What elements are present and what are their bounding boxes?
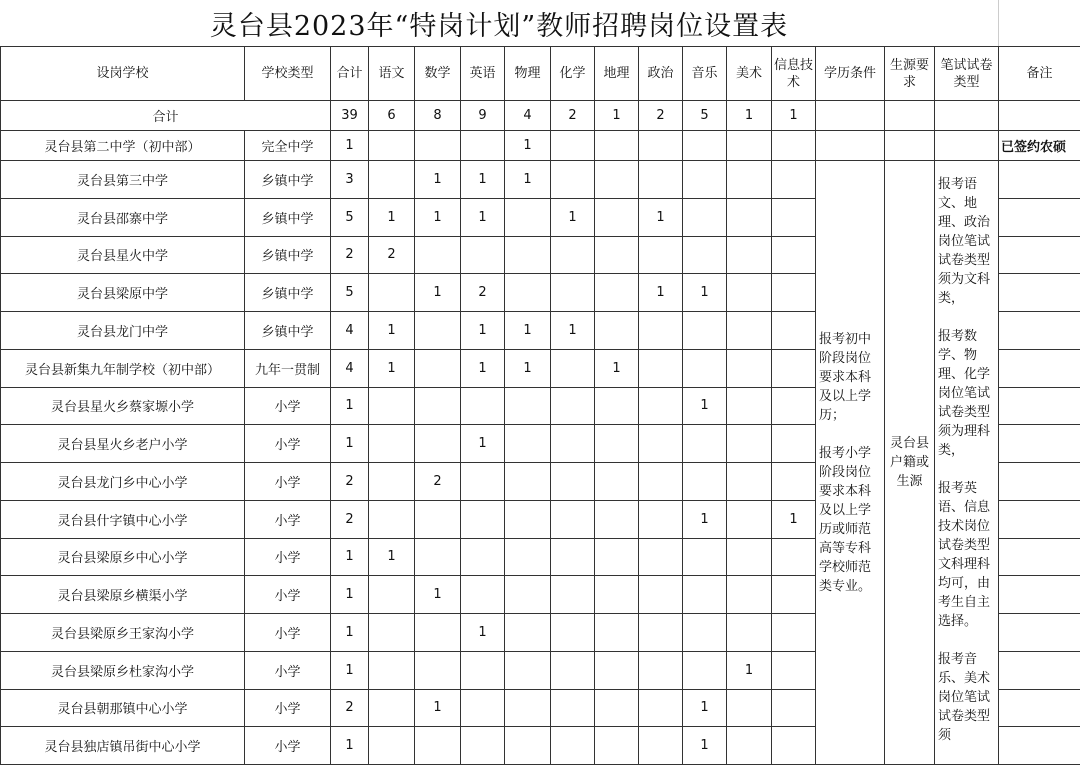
post-count[interactable] [727, 312, 772, 350]
school-type[interactable]: 小学 [245, 727, 331, 765]
post-count[interactable]: 1 [369, 349, 415, 387]
school-name[interactable]: 灵台县梁原中学 [1, 274, 245, 312]
post-count[interactable] [727, 576, 772, 614]
post-count[interactable] [461, 500, 505, 538]
total-label[interactable]: 合计 [1, 101, 331, 131]
post-count[interactable] [727, 274, 772, 312]
total-row [1, 101, 1080, 131]
post-count[interactable] [369, 689, 415, 727]
column-header[interactable]: 地理 [595, 47, 639, 101]
column-header[interactable]: 英语 [461, 47, 505, 101]
post-count[interactable] [369, 161, 415, 199]
post-count[interactable] [369, 614, 415, 652]
post-count[interactable]: 1 [461, 614, 505, 652]
post-count[interactable] [505, 198, 551, 236]
post-count[interactable] [505, 274, 551, 312]
post-count[interactable] [595, 576, 639, 614]
school-name[interactable]: 灵台县第二中学（初中部） [1, 131, 245, 161]
school-type[interactable]: 乡镇中学 [245, 198, 331, 236]
post-count[interactable]: 1 [415, 576, 461, 614]
post-count[interactable] [639, 576, 683, 614]
post-count[interactable] [772, 198, 816, 236]
post-count[interactable] [369, 651, 415, 689]
exam-paragraph: 报考语文、地理、政治岗位笔试试卷类型须为文科类， [938, 175, 996, 308]
remark[interactable] [999, 198, 1080, 236]
post-count[interactable] [727, 727, 772, 765]
post-count[interactable] [369, 463, 415, 501]
school-name[interactable]: 灵台县第三中学 [1, 161, 245, 199]
post-count[interactable] [639, 727, 683, 765]
empty-cell[interactable] [935, 131, 999, 161]
post-count[interactable]: 1 [461, 425, 505, 463]
post-count[interactable]: 1 [505, 349, 551, 387]
post-count[interactable] [683, 131, 727, 161]
post-count[interactable] [415, 349, 461, 387]
post-count[interactable]: 1 [415, 198, 461, 236]
post-count[interactable] [551, 274, 595, 312]
post-count[interactable]: 1 [683, 274, 727, 312]
post-count[interactable] [639, 349, 683, 387]
school-type[interactable]: 小学 [245, 387, 331, 425]
post-count[interactable]: 4 [331, 312, 369, 350]
school-type[interactable]: 乡镇中学 [245, 274, 331, 312]
column-header[interactable]: 美术 [727, 47, 772, 101]
post-count[interactable]: 1 [461, 312, 505, 350]
empty-cell[interactable] [816, 101, 885, 131]
post-count[interactable] [727, 614, 772, 652]
post-count[interactable] [683, 312, 727, 350]
post-count[interactable]: 5 [331, 198, 369, 236]
post-count[interactable] [727, 161, 772, 199]
exam-paragraph: 报考数学、物理、化学岗位笔试试卷类型须为理科类， [938, 327, 996, 460]
post-count[interactable]: 1 [683, 689, 727, 727]
page-title: 灵台县2023年“特岗计划”教师招聘岗位设置表 [0, 4, 998, 43]
post-count[interactable] [369, 576, 415, 614]
post-count[interactable] [683, 538, 727, 576]
remark[interactable] [999, 538, 1080, 576]
post-count[interactable] [461, 131, 505, 161]
post-count[interactable] [772, 161, 816, 199]
post-count[interactable] [551, 727, 595, 765]
post-count[interactable]: 2 [415, 463, 461, 501]
post-count[interactable]: 1 [772, 500, 816, 538]
post-count[interactable] [505, 538, 551, 576]
post-count[interactable] [595, 689, 639, 727]
post-count[interactable] [639, 614, 683, 652]
school-type[interactable]: 小学 [245, 689, 331, 727]
post-count[interactable] [772, 425, 816, 463]
post-count[interactable]: 1 [331, 387, 369, 425]
remark[interactable] [999, 236, 1080, 274]
post-count[interactable] [369, 274, 415, 312]
post-count[interactable] [415, 387, 461, 425]
column-header[interactable]: 语文 [369, 47, 415, 101]
post-count[interactable] [551, 576, 595, 614]
remark[interactable] [999, 312, 1080, 350]
post-count[interactable] [727, 349, 772, 387]
post-count[interactable] [415, 614, 461, 652]
post-count[interactable]: 1 [331, 538, 369, 576]
column-header[interactable]: 备注 [999, 47, 1080, 101]
column-header[interactable]: 笔试试卷类型 [935, 47, 999, 101]
post-count[interactable]: 1 [505, 131, 551, 161]
post-count[interactable] [505, 689, 551, 727]
table-row [1, 131, 1080, 161]
post-count[interactable]: 1 [505, 161, 551, 199]
school-name[interactable]: 灵台县朝那镇中心小学 [1, 689, 245, 727]
empty-cell[interactable] [816, 131, 885, 161]
post-count[interactable] [727, 500, 772, 538]
post-count[interactable] [505, 463, 551, 501]
post-count[interactable]: 2 [461, 274, 505, 312]
post-count[interactable] [505, 500, 551, 538]
post-count[interactable]: 1 [461, 198, 505, 236]
school-type[interactable]: 小学 [245, 576, 331, 614]
column-header[interactable]: 信息技术 [772, 47, 816, 101]
post-count[interactable]: 1 [461, 161, 505, 199]
school-type[interactable]: 乡镇中学 [245, 161, 331, 199]
remark[interactable]: 已签约农硕 [999, 131, 1080, 161]
post-count[interactable] [683, 576, 727, 614]
post-count[interactable] [683, 651, 727, 689]
remark[interactable] [999, 161, 1080, 199]
post-count[interactable] [551, 500, 595, 538]
post-count[interactable]: 2 [369, 236, 415, 274]
remark[interactable] [999, 425, 1080, 463]
education-requirement[interactable] [816, 161, 885, 765]
post-count[interactable]: 4 [331, 349, 369, 387]
post-count[interactable] [683, 425, 727, 463]
post-count[interactable] [461, 576, 505, 614]
post-count[interactable] [595, 425, 639, 463]
post-count[interactable]: 1 [461, 349, 505, 387]
school-type[interactable]: 乡镇中学 [245, 236, 331, 274]
post-count[interactable]: 1 [331, 425, 369, 463]
post-count[interactable] [727, 198, 772, 236]
school-name[interactable]: 灵台县星火中学 [1, 236, 245, 274]
post-count[interactable] [683, 236, 727, 274]
post-count[interactable] [595, 614, 639, 652]
post-count[interactable] [772, 727, 816, 765]
post-count[interactable]: 1 [331, 727, 369, 765]
post-count[interactable] [505, 651, 551, 689]
post-count[interactable] [639, 538, 683, 576]
post-count[interactable]: 1 [415, 274, 461, 312]
post-count[interactable] [551, 349, 595, 387]
column-header[interactable]: 合计 [331, 47, 369, 101]
remark[interactable] [999, 500, 1080, 538]
post-count[interactable] [505, 727, 551, 765]
post-count[interactable] [772, 387, 816, 425]
post-count[interactable] [772, 463, 816, 501]
school-name[interactable]: 灵台县梁原乡中心小学 [1, 538, 245, 576]
total-value[interactable]: 39 [331, 101, 369, 131]
school-type[interactable]: 小学 [245, 425, 331, 463]
header-row [1, 47, 1080, 101]
post-count[interactable]: 1 [551, 312, 595, 350]
column-header[interactable]: 学历条件 [816, 47, 885, 101]
column-header[interactable]: 物理 [505, 47, 551, 101]
total-value[interactable]: 5 [683, 101, 727, 131]
post-count[interactable] [639, 131, 683, 161]
post-count[interactable] [727, 131, 772, 161]
post-count[interactable] [639, 689, 683, 727]
post-count[interactable] [727, 236, 772, 274]
post-count[interactable] [639, 236, 683, 274]
post-count[interactable] [461, 651, 505, 689]
post-count[interactable]: 1 [331, 651, 369, 689]
column-header[interactable]: 设岗学校 [1, 47, 245, 101]
post-count[interactable]: 2 [331, 689, 369, 727]
post-count[interactable] [595, 463, 639, 501]
post-count[interactable] [551, 463, 595, 501]
post-count[interactable] [415, 312, 461, 350]
total-value[interactable]: 6 [369, 101, 415, 131]
post-count[interactable] [461, 387, 505, 425]
post-count[interactable]: 5 [331, 274, 369, 312]
empty-cell[interactable] [999, 101, 1080, 131]
post-count[interactable] [595, 274, 639, 312]
post-count[interactable] [551, 425, 595, 463]
post-count[interactable]: 1 [505, 312, 551, 350]
school-type[interactable]: 完全中学 [245, 131, 331, 161]
post-count[interactable] [639, 651, 683, 689]
post-count[interactable]: 1 [595, 349, 639, 387]
total-value[interactable]: 4 [505, 101, 551, 131]
post-count[interactable] [415, 500, 461, 538]
column-header[interactable]: 生源要求 [885, 47, 935, 101]
post-count[interactable] [683, 349, 727, 387]
post-count[interactable] [639, 425, 683, 463]
post-count[interactable] [639, 312, 683, 350]
post-count[interactable]: 1 [369, 198, 415, 236]
post-count[interactable] [595, 161, 639, 199]
post-count[interactable] [551, 236, 595, 274]
post-count[interactable] [415, 425, 461, 463]
post-count[interactable] [415, 651, 461, 689]
remark[interactable] [999, 576, 1080, 614]
post-count[interactable] [772, 651, 816, 689]
post-count[interactable] [595, 236, 639, 274]
total-value[interactable]: 2 [551, 101, 595, 131]
school-name[interactable]: 灵台县什字镇中心小学 [1, 500, 245, 538]
post-count[interactable] [727, 463, 772, 501]
recruitment-table [0, 46, 1080, 765]
post-count[interactable] [461, 689, 505, 727]
post-count[interactable] [683, 614, 727, 652]
post-count[interactable]: 1 [639, 198, 683, 236]
remark[interactable] [999, 349, 1080, 387]
total-value[interactable]: 2 [639, 101, 683, 131]
school-type[interactable]: 乡镇中学 [245, 312, 331, 350]
post-count[interactable]: 1 [331, 576, 369, 614]
post-count[interactable] [595, 387, 639, 425]
post-count[interactable] [505, 576, 551, 614]
empty-cell[interactable] [885, 101, 935, 131]
remark[interactable] [999, 651, 1080, 689]
school-name[interactable]: 灵台县星火乡蔡家塬小学 [1, 387, 245, 425]
school-type[interactable]: 小学 [245, 500, 331, 538]
post-count[interactable] [595, 131, 639, 161]
school-type[interactable]: 小学 [245, 651, 331, 689]
post-count[interactable] [683, 463, 727, 501]
post-count[interactable]: 1 [683, 387, 727, 425]
empty-cell[interactable] [935, 101, 999, 131]
post-count[interactable] [369, 425, 415, 463]
school-name[interactable]: 灵台县邵寨中学 [1, 198, 245, 236]
source-requirement[interactable]: 灵台县户籍或生源 [885, 161, 935, 765]
total-value[interactable]: 1 [595, 101, 639, 131]
total-value[interactable]: 9 [461, 101, 505, 131]
school-name[interactable]: 灵台县梁原乡横渠小学 [1, 576, 245, 614]
post-count[interactable] [639, 500, 683, 538]
column-header[interactable]: 学校类型 [245, 47, 331, 101]
post-count[interactable]: 2 [331, 463, 369, 501]
post-count[interactable] [505, 614, 551, 652]
post-count[interactable] [551, 387, 595, 425]
school-name[interactable]: 灵台县星火乡老户小学 [1, 425, 245, 463]
post-count[interactable] [772, 538, 816, 576]
post-count[interactable] [772, 236, 816, 274]
post-count[interactable] [772, 274, 816, 312]
total-value[interactable]: 1 [772, 101, 816, 131]
total-value[interactable]: 8 [415, 101, 461, 131]
post-count[interactable] [369, 131, 415, 161]
post-count[interactable] [727, 689, 772, 727]
post-count[interactable] [639, 161, 683, 199]
education-paragraph: 报考初中阶段岗位要求本科及以上学历； [819, 330, 881, 425]
post-count[interactable]: 1 [415, 689, 461, 727]
post-count[interactable]: 1 [683, 727, 727, 765]
empty-cell[interactable] [885, 131, 935, 161]
post-count[interactable] [369, 500, 415, 538]
post-count[interactable] [772, 576, 816, 614]
post-count[interactable] [415, 538, 461, 576]
post-count[interactable] [683, 161, 727, 199]
remark[interactable] [999, 463, 1080, 501]
school-name[interactable]: 灵台县新集九年制学校（初中部） [1, 349, 245, 387]
divider [998, 0, 999, 46]
post-count[interactable] [505, 425, 551, 463]
post-count[interactable] [461, 236, 505, 274]
post-count[interactable] [727, 425, 772, 463]
post-count[interactable]: 1 [683, 500, 727, 538]
school-name[interactable]: 灵台县梁原乡杜家沟小学 [1, 651, 245, 689]
post-count[interactable]: 1 [369, 312, 415, 350]
post-count[interactable]: 1 [551, 198, 595, 236]
table-row [1, 161, 1080, 199]
education-paragraph: 报考小学阶段岗位要求本科及以上学历或师范高等专科学校师范类专业。 [819, 444, 881, 596]
post-count[interactable] [551, 689, 595, 727]
post-count[interactable] [461, 463, 505, 501]
post-count[interactable]: 2 [331, 500, 369, 538]
title-row [0, 0, 1080, 47]
post-count[interactable]: 3 [331, 161, 369, 199]
post-count[interactable] [639, 463, 683, 501]
post-count[interactable] [772, 689, 816, 727]
post-count[interactable]: 2 [331, 236, 369, 274]
remark[interactable] [999, 689, 1080, 727]
post-count[interactable]: 1 [639, 274, 683, 312]
post-count[interactable] [772, 349, 816, 387]
post-count[interactable] [551, 614, 595, 652]
column-header[interactable]: 数学 [415, 47, 461, 101]
remark[interactable] [999, 614, 1080, 652]
post-count[interactable]: 1 [331, 614, 369, 652]
post-count[interactable] [415, 727, 461, 765]
post-count[interactable]: 1 [369, 538, 415, 576]
post-count[interactable] [683, 198, 727, 236]
post-count[interactable] [727, 387, 772, 425]
post-count[interactable] [551, 161, 595, 199]
school-type[interactable]: 九年一贯制 [245, 349, 331, 387]
column-header[interactable]: 政治 [639, 47, 683, 101]
post-count[interactable] [461, 727, 505, 765]
post-count[interactable] [505, 387, 551, 425]
post-count[interactable] [772, 131, 816, 161]
post-count[interactable] [595, 198, 639, 236]
remark[interactable] [999, 274, 1080, 312]
post-count[interactable] [369, 727, 415, 765]
post-count[interactable] [595, 500, 639, 538]
post-count[interactable] [415, 131, 461, 161]
remark[interactable] [999, 387, 1080, 425]
school-name[interactable]: 灵台县龙门乡中心小学 [1, 463, 245, 501]
post-count[interactable] [772, 614, 816, 652]
school-name[interactable]: 灵台县龙门中学 [1, 312, 245, 350]
post-count[interactable] [772, 312, 816, 350]
school-type[interactable]: 小学 [245, 463, 331, 501]
post-count[interactable] [551, 651, 595, 689]
total-value[interactable]: 1 [727, 101, 772, 131]
school-type[interactable]: 小学 [245, 614, 331, 652]
school-type[interactable]: 小学 [245, 538, 331, 576]
exam-paragraph: 报考英语、信息技术岗位试卷类型文科理科均可，由考生自主选择。 [938, 479, 996, 631]
column-header[interactable]: 音乐 [683, 47, 727, 101]
post-count[interactable] [727, 538, 772, 576]
post-count[interactable] [595, 538, 639, 576]
exam-paragraph: 报考音乐、美术岗位笔试试卷类型须 [938, 650, 996, 745]
post-count[interactable] [551, 131, 595, 161]
post-count[interactable]: 1 [331, 131, 369, 161]
post-count[interactable] [369, 387, 415, 425]
post-count[interactable] [639, 387, 683, 425]
post-count[interactable] [595, 312, 639, 350]
post-count[interactable] [595, 651, 639, 689]
school-name[interactable]: 灵台县独店镇吊街中心小学 [1, 727, 245, 765]
column-header[interactable]: 化学 [551, 47, 595, 101]
remark[interactable] [999, 727, 1080, 765]
exam-type[interactable] [935, 161, 999, 765]
school-name[interactable]: 灵台县梁原乡王家沟小学 [1, 614, 245, 652]
post-count[interactable] [415, 236, 461, 274]
post-count[interactable] [461, 538, 505, 576]
post-count[interactable]: 1 [415, 161, 461, 199]
post-count[interactable] [505, 236, 551, 274]
post-count[interactable]: 1 [727, 651, 772, 689]
post-count[interactable] [595, 727, 639, 765]
post-count[interactable] [551, 538, 595, 576]
